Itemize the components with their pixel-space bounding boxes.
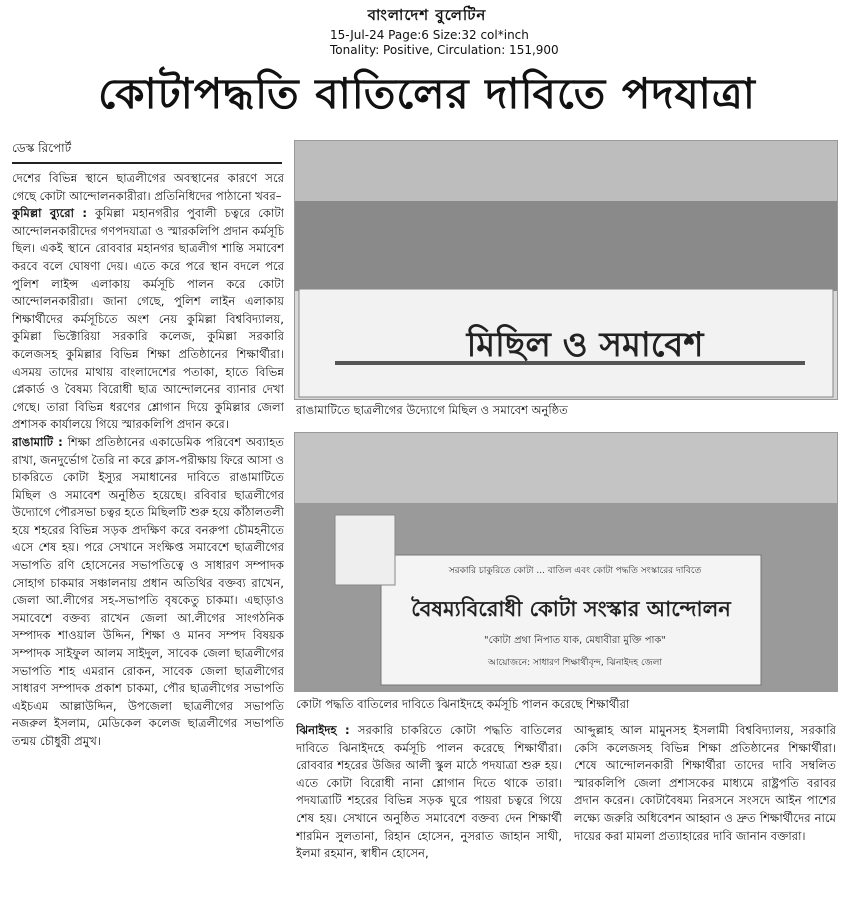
byline: ডেস্ক রিপোর্ট	[12, 140, 282, 164]
jhenaidah-paragraph	[296, 722, 562, 863]
comilla-lead: কুমিল্লা ব্যুরো :	[12, 206, 88, 221]
rangamati-text: শিক্ষা প্রতিষ্ঠানের একাডেমিক পরিবেশ অব্যাহত রাখা, জনদুর্ভোগ তৈরি না করে ক্লাস-পরীক্ষায় ফিরে আসা ও চাকরিতে কোটা ইস্যুর সমাধানের দাবিতে রাঙামাটিতে মিছিল ও সমাবেশ অনুষ্ঠিত হয়েছে। রবিবার ছাত্রলীগের উদ্যোগে পৌরসভা চত্বর হতে মিছিলটি শুরু হয়ে কাঁঠালতলী হয়ে শহরের বিভিন্ন সড়ক প্রদক্ষিণ করে বনরুপা চৌমহনীতে এসে শেষ হয়। পরে সেখানে সংক্ষিপ্ত সমাবেশে ছাত্রলীগের সভাপতি রণি হোসেনের সভাপতিত্বে ও সাধারণ সম্পাদক সোহাগ চাকমার সঞ্চালনায় প্রধান অতিথির বক্তব্য রাখেন, জেলা আ.লীগের সহ-সভাপতি বৃষকেতু চাকমা। এছাড়াও সমাবেশে বক্তব্য রাখেন জেলা আ.লীগের সাংগঠনিক সম্পাদক শাওয়াল উদ্দিন, শিক্ষা ও মানব সম্পদ বিষয়ক সম্পাদক সাইফুল আলম সাইদুল, সাবেক জেলা ছাত্রলীগের সভাপতি শাহ এমরান রোকন, সাবেক জেলা ছাত্রলীগের সাধারণ সম্পাদক প্রকাশ চাকমা, পৌর ছাত্রলীগের সভাপতি এইচএম আল্লাউদ্দিন, উপজেলা ছাত্রলীগের সভাপতি নজরুল ইসলাম, মেডিকেল কলেজ ছাত্রলীগের সভাপতি তন্ময় চৌধুরী প্রমুখ।	[12, 434, 284, 748]
photo2-banner-top: সরকারি চাকুরিতে কোটা ... বাতিল এবং কোটা পদ্ধতি সংস্কারের দাবিতে	[448, 566, 702, 576]
jhenaidah-column-1	[296, 722, 562, 902]
photo1-caption: রাঙামাটিতে ছাত্রলীগের উদ্যোগে মিছিল ও সমাবেশ অনুষ্ঠিত	[296, 403, 568, 417]
jhenaidah-text-2: আব্দুল্লাহ আল মামুনসহ ইসলামী বিশ্ববিদ্যালয়, সরকারি কেসি কলেজসহ বিভিন্ন শিক্ষা প্রতিষ্ঠানের শিক্ষার্থীরা। শেষে আন্দোলনকারী শিক্ষার্থীরা তাদের দাবি সম্বলিত স্মারকলিপি জেলা প্রশাসকের মাধ্যমে রাষ্ট্রপতি বরাবর প্রদান করেন। কোটাবৈষম্য নিরসনে সংসদে আইন পাশের লক্ষ্যে জরুরি অধিবেশন আহ্বান ও দ্রুত শিক্ষার্থীদের নামে দায়ের করা মামলা প্রত্যাহারের দাবি জানান বক্তারা।	[574, 723, 836, 843]
photo2-banner-main: বৈষম্যবিরোধী কোটা সংস্কার আন্দোলন	[411, 597, 731, 621]
photo-jhenaidah-march	[294, 432, 838, 692]
photo-jhenaidah-graphic	[295, 433, 837, 691]
jhenaidah-text-1: সরকারি চাকরিতে কোটা পদ্ধতি বাতিলের দাবিতে ঝিনাইদহে কর্মসূচি পালন করেছে শিক্ষার্থীরা। রোববার শহরের উজির আলী স্কুল মাঠে পদযাত্রা শুরু হয়। এতে কোটা বিরোধী নানা শ্লোগান দিতে থাকে তারা। পদযাত্রাটি শহরের বিভিন্ন সড়ক ঘুরে পায়রা চত্বরে গিয়ে শেষ হয়। সেখানে অনুষ্ঠিত সমাবেশে বক্তব্য দেন শিক্ষার্থী শারমিন সুলতানা, রিহান হোসেন, নুসরাত জাহান সাথী, ইলমা রহমান, স্বাধীন হোসেন,	[296, 723, 562, 861]
photo2-banner-sub: "কোটা প্রথা নিপাত যাক, মেধাবীরা মুক্তি পাক"	[483, 635, 667, 646]
photo2-banner-org: আয়োজনে: সাধারণ শিক্ষার্থীবৃন্দ, ঝিনাইদহ জেলা	[488, 658, 662, 668]
photo1-banner-text: মিছিল ও সমাবেশ	[466, 325, 704, 365]
headline: কোটাপদ্ধতি বাতিলের দাবিতে পদযাত্রা	[98, 69, 756, 118]
photo2-caption: কোটা পদ্ধতি বাতিলের দাবিতে ঝিনাইদহে কর্মসূচি পালন করেছে শিক্ষার্থীরা	[296, 697, 630, 711]
jhenaidah-lead: ঝিনাইদহ :	[296, 723, 350, 737]
clip-tonality-line: Tonality: Positive, Circulation: 151,900	[330, 43, 559, 57]
paper-name: বাংলাদেশ বুলেটিন	[367, 6, 487, 24]
jhenaidah-column-2	[574, 722, 836, 902]
rangamati-paragraph	[12, 434, 284, 751]
photo-rangamati-rally	[294, 140, 838, 400]
rangamati-lead: রাঙামাটি :	[12, 434, 63, 449]
intro-paragraph: দেশের বিভিন্ন স্থানে ছাত্রলীগের অবস্থানের কারণে সরে গেছে কোটা আন্দোলনকারীরা। প্রতিনিধিদের পাঠানো খবর–	[12, 171, 284, 203]
comilla-paragraph	[12, 205, 284, 434]
clip-date-line: 15-Jul-24 Page:6 Size:32 col*inch	[330, 28, 529, 42]
left-column	[12, 170, 284, 900]
comilla-text: কুমিল্লা মহানগরীর পুবালী চত্বরে কোটা আন্দোলনকারীদের গণপদযাত্রা ও স্মারকলিপি প্রদান কর্মসূচি ছিল। একই স্থানে রোববার মহানগর ছাত্রলীগ শান্তি সমাবেশ করবে বলে ঘোষণা দেয়। এতে করে পরে স্থান বদলে পরে পুলিশ লাইন্স এলাকায় কর্মসূচি পালন করে কোটা আন্দোলনকারীরা। জানা গেছে, পুলিশ লাইন এলাকায় শিক্ষার্থীদের কর্মসূচিতে অংশ নেয় কুমিল্লা বিশ্ববিদ্যালয়, কুমিল্লা ভিক্টোরিয়া সরকারি কলেজ, কুমিল্লা সরকারি কলেজসহ কুমিল্লার বিভিন্ন শিক্ষা প্রতিষ্ঠানের শিক্ষার্থীরা। এসময় তাদের মাথায় বাংলাদেশের পতাকা, হাতে বিভিন্ন প্লেকার্ড ও বৈষম্য বিরোধী ছাত্র আন্দোলনের ব্যানার দেখা গেছে। তারা বিভিন্ন ধরণের শ্লোগান দিয়ে কুমিল্লার জেলা প্রশাসক কার্যালয়ে গিয়ে স্মারকলিপি প্রদান করে।	[12, 206, 284, 432]
